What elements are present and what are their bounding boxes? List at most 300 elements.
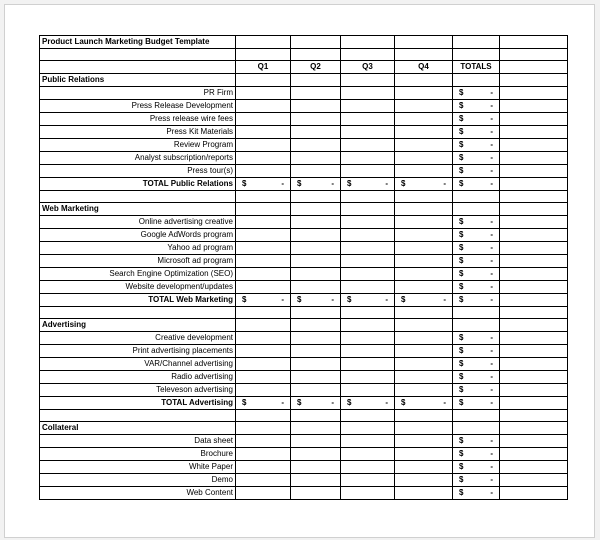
line-item-row — [40, 358, 568, 371]
blank-cell — [236, 319, 291, 332]
blank-cell — [500, 74, 568, 87]
currency-symbol: $ — [459, 359, 464, 368]
blank-cell — [453, 422, 500, 435]
quarter-cell — [291, 474, 341, 487]
line-item-label: Print advertising placements — [40, 345, 236, 358]
quarter-cell — [395, 474, 453, 487]
money-value — [397, 178, 450, 190]
blank-cell — [500, 397, 568, 410]
line-item-row — [40, 255, 568, 268]
quarter-total-cell — [236, 294, 291, 307]
line-item-label: White Paper — [40, 461, 236, 474]
blank-cell — [500, 474, 568, 487]
blank-cell — [500, 461, 568, 474]
zero-dash: - — [490, 462, 493, 471]
blank-cell — [500, 152, 568, 165]
currency-symbol: $ — [459, 333, 464, 342]
blank-cell — [500, 435, 568, 448]
row-total-cell — [453, 216, 500, 229]
blank-cell — [236, 307, 291, 319]
blank-cell — [395, 319, 453, 332]
row-total-cell — [453, 242, 500, 255]
money-value — [455, 294, 497, 306]
currency-symbol: $ — [459, 282, 464, 291]
section-heading-row — [40, 203, 568, 216]
quarter-cell — [395, 448, 453, 461]
quarter-cell — [291, 268, 341, 281]
row-total-cell — [453, 268, 500, 281]
line-item-label: VAR/Channel advertising — [40, 358, 236, 371]
quarter-cell — [341, 487, 395, 500]
blank-cell — [291, 422, 341, 435]
quarter-total-cell — [395, 397, 453, 410]
money-value — [238, 178, 288, 190]
line-item-row — [40, 216, 568, 229]
zero-dash: - — [443, 179, 446, 188]
blank-cell — [236, 191, 291, 203]
blank-cell — [341, 49, 395, 61]
zero-dash: - — [490, 449, 493, 458]
blank-cell — [500, 371, 568, 384]
currency-symbol: $ — [242, 398, 247, 407]
currency-symbol: $ — [459, 475, 464, 484]
quarter-cell — [291, 229, 341, 242]
blank-cell — [341, 191, 395, 203]
blank-cell — [341, 74, 395, 87]
blank-cell — [500, 191, 568, 203]
money-value — [397, 294, 450, 306]
money-value — [343, 178, 392, 190]
currency-symbol: $ — [459, 243, 464, 252]
blank-cell — [500, 345, 568, 358]
row-total-cell — [453, 474, 500, 487]
blank-row — [40, 49, 568, 61]
column-header-q2: Q2 — [291, 61, 341, 74]
quarter-cell — [341, 268, 395, 281]
line-item-row — [40, 126, 568, 139]
quarter-cell — [236, 461, 291, 474]
quarter-total-cell — [395, 178, 453, 191]
row-total-cell — [453, 281, 500, 294]
quarter-cell — [236, 448, 291, 461]
blank-cell — [500, 139, 568, 152]
line-item-row — [40, 281, 568, 294]
quarter-cell — [341, 371, 395, 384]
currency-symbol: $ — [242, 179, 247, 188]
blank-cell — [453, 307, 500, 319]
row-total-cell — [453, 461, 500, 474]
money-value — [455, 397, 497, 409]
blank-cell — [341, 203, 395, 216]
row-total-cell — [453, 165, 500, 178]
quarter-cell — [291, 100, 341, 113]
blank-cell — [500, 307, 568, 319]
line-item-row — [40, 165, 568, 178]
blank-cell — [291, 36, 341, 49]
quarter-cell — [341, 216, 395, 229]
currency-symbol: $ — [459, 398, 464, 407]
currency-symbol: $ — [347, 295, 352, 304]
quarter-cell — [341, 358, 395, 371]
section-heading-row — [40, 422, 568, 435]
money-value — [293, 294, 338, 306]
money-value — [455, 139, 497, 151]
quarter-cell — [236, 281, 291, 294]
blank-cell — [500, 448, 568, 461]
currency-symbol: $ — [459, 269, 464, 278]
quarter-cell — [236, 139, 291, 152]
money-value — [455, 113, 497, 125]
zero-dash: - — [490, 333, 493, 342]
row-total-cell — [453, 332, 500, 345]
quarter-cell — [395, 435, 453, 448]
quarter-cell — [395, 165, 453, 178]
currency-symbol: $ — [347, 398, 352, 407]
blank-cell — [500, 281, 568, 294]
quarter-cell — [291, 242, 341, 255]
section-heading-row — [40, 319, 568, 332]
sheet-title: Product Launch Marketing Budget Template — [40, 36, 236, 49]
quarter-cell — [395, 332, 453, 345]
blank-cell — [341, 410, 395, 422]
section-total-row — [40, 397, 568, 410]
row-total-cell — [453, 448, 500, 461]
currency-symbol: $ — [459, 230, 464, 239]
zero-dash: - — [490, 114, 493, 123]
line-item-row — [40, 345, 568, 358]
currency-symbol: $ — [459, 295, 464, 304]
quarter-cell — [236, 255, 291, 268]
blank-cell — [500, 319, 568, 332]
quarter-cell — [291, 139, 341, 152]
header-row — [40, 61, 568, 74]
quarter-cell — [341, 87, 395, 100]
quarter-cell — [341, 152, 395, 165]
quarter-cell — [395, 113, 453, 126]
zero-dash: - — [490, 88, 493, 97]
quarter-cell — [236, 487, 291, 500]
blank-cell — [236, 203, 291, 216]
blank-cell — [291, 410, 341, 422]
currency-symbol: $ — [459, 166, 464, 175]
quarter-cell — [236, 242, 291, 255]
line-item-row — [40, 139, 568, 152]
money-value — [455, 100, 497, 112]
zero-dash: - — [490, 398, 493, 407]
line-item-row — [40, 113, 568, 126]
zero-dash: - — [490, 372, 493, 381]
quarter-cell — [341, 165, 395, 178]
quarter-cell — [341, 255, 395, 268]
quarter-total-cell — [291, 397, 341, 410]
line-item-label: Press Kit Materials — [40, 126, 236, 139]
blank-cell — [500, 384, 568, 397]
currency-symbol: $ — [459, 449, 464, 458]
currency-symbol: $ — [297, 398, 302, 407]
blank-cell — [341, 36, 395, 49]
blank-cell — [500, 165, 568, 178]
blank-cell — [500, 358, 568, 371]
blank-cell — [453, 203, 500, 216]
section-total-label: TOTAL Web Marketing — [40, 294, 236, 307]
blank-cell — [500, 178, 568, 191]
zero-dash: - — [490, 153, 493, 162]
blank-cell — [500, 268, 568, 281]
blank-cell — [341, 307, 395, 319]
blank-cell — [500, 216, 568, 229]
blank-cell — [395, 422, 453, 435]
quarter-cell — [236, 87, 291, 100]
line-item-label: Brochure — [40, 448, 236, 461]
row-total-cell — [453, 100, 500, 113]
line-item-label: Analyst subscription/reports — [40, 152, 236, 165]
section-heading: Web Marketing — [40, 203, 236, 216]
quarter-cell — [395, 358, 453, 371]
money-value — [455, 332, 497, 344]
quarter-cell — [291, 113, 341, 126]
quarter-cell — [341, 448, 395, 461]
currency-symbol: $ — [459, 114, 464, 123]
currency-symbol: $ — [459, 88, 464, 97]
section-total-row — [40, 294, 568, 307]
blank-cell — [500, 36, 568, 49]
quarter-cell — [395, 268, 453, 281]
section-total-label: TOTAL Advertising — [40, 397, 236, 410]
blank-cell — [236, 49, 291, 61]
blank-cell — [395, 410, 453, 422]
quarter-cell — [341, 100, 395, 113]
grand-total-cell — [453, 294, 500, 307]
quarter-cell — [291, 487, 341, 500]
line-item-row — [40, 435, 568, 448]
currency-symbol: $ — [459, 101, 464, 110]
column-header-q3: Q3 — [341, 61, 395, 74]
zero-dash: - — [490, 243, 493, 252]
quarter-cell — [291, 345, 341, 358]
quarter-cell — [291, 332, 341, 345]
zero-dash: - — [443, 295, 446, 304]
quarter-cell — [236, 371, 291, 384]
quarter-cell — [236, 229, 291, 242]
line-item-label: Creative development — [40, 332, 236, 345]
currency-symbol: $ — [459, 385, 464, 394]
line-item-label: Website development/updates — [40, 281, 236, 294]
currency-symbol: $ — [401, 398, 406, 407]
quarter-cell — [341, 229, 395, 242]
quarter-cell — [236, 332, 291, 345]
blank-cell — [453, 49, 500, 61]
line-item-row — [40, 268, 568, 281]
line-item-label: Microsoft ad program — [40, 255, 236, 268]
zero-dash: - — [490, 127, 493, 136]
line-item-label: Televeson advertising — [40, 384, 236, 397]
quarter-cell — [341, 281, 395, 294]
line-item-row — [40, 100, 568, 113]
line-item-label: Demo — [40, 474, 236, 487]
title-row — [40, 36, 568, 49]
quarter-cell — [395, 345, 453, 358]
quarter-cell — [291, 281, 341, 294]
blank-cell — [500, 87, 568, 100]
line-item-row — [40, 229, 568, 242]
money-value — [293, 397, 338, 409]
row-total-cell — [453, 152, 500, 165]
quarter-cell — [395, 255, 453, 268]
zero-dash: - — [281, 295, 284, 304]
money-value — [455, 242, 497, 254]
currency-symbol: $ — [401, 295, 406, 304]
quarter-cell — [341, 113, 395, 126]
blank-cell — [500, 294, 568, 307]
quarter-cell — [341, 384, 395, 397]
row-total-cell — [453, 358, 500, 371]
blank-cell — [291, 49, 341, 61]
quarter-cell — [395, 242, 453, 255]
quarter-cell — [291, 371, 341, 384]
blank-row — [40, 410, 568, 422]
money-value — [343, 397, 392, 409]
quarter-cell — [291, 461, 341, 474]
section-heading: Collateral — [40, 422, 236, 435]
quarter-cell — [341, 126, 395, 139]
line-item-row — [40, 332, 568, 345]
quarter-cell — [341, 345, 395, 358]
line-item-row — [40, 461, 568, 474]
line-item-row — [40, 87, 568, 100]
zero-dash: - — [490, 295, 493, 304]
money-value — [455, 384, 497, 396]
zero-dash: - — [385, 179, 388, 188]
line-item-row — [40, 242, 568, 255]
currency-symbol: $ — [459, 372, 464, 381]
zero-dash: - — [490, 385, 493, 394]
quarter-cell — [291, 152, 341, 165]
blank-cell — [500, 113, 568, 126]
quarter-cell — [291, 87, 341, 100]
line-item-label: Review Program — [40, 139, 236, 152]
zero-dash: - — [490, 217, 493, 226]
zero-dash: - — [490, 101, 493, 110]
line-item-label: Radio advertising — [40, 371, 236, 384]
quarter-cell — [341, 332, 395, 345]
row-total-cell — [453, 371, 500, 384]
row-total-cell — [453, 384, 500, 397]
quarter-cell — [236, 165, 291, 178]
section-heading-row — [40, 74, 568, 87]
money-value — [238, 397, 288, 409]
section-heading: Public Relations — [40, 74, 236, 87]
quarter-cell — [236, 435, 291, 448]
quarter-cell — [236, 113, 291, 126]
money-value — [455, 435, 497, 447]
blank-cell — [453, 191, 500, 203]
blank-cell — [453, 74, 500, 87]
zero-dash: - — [490, 436, 493, 445]
money-value — [455, 268, 497, 280]
blank-cell — [500, 487, 568, 500]
money-value — [343, 294, 392, 306]
quarter-cell — [341, 461, 395, 474]
line-item-label: Press release wire fees — [40, 113, 236, 126]
quarter-total-cell — [236, 178, 291, 191]
blank-cell — [500, 229, 568, 242]
blank-row — [40, 191, 568, 203]
blank-cell — [236, 410, 291, 422]
currency-symbol: $ — [401, 179, 406, 188]
blank-cell — [236, 422, 291, 435]
blank-cell — [395, 203, 453, 216]
quarter-cell — [395, 152, 453, 165]
money-value — [455, 216, 497, 228]
blank-cell — [291, 203, 341, 216]
money-value — [238, 294, 288, 306]
blank-cell — [453, 410, 500, 422]
zero-dash: - — [281, 179, 284, 188]
zero-dash: - — [490, 359, 493, 368]
blank-cell — [453, 319, 500, 332]
blank-cell — [500, 255, 568, 268]
money-value — [455, 229, 497, 241]
money-value — [455, 255, 497, 267]
zero-dash: - — [490, 269, 493, 278]
section-heading: Advertising — [40, 319, 236, 332]
row-total-cell — [453, 255, 500, 268]
blank-cell — [395, 191, 453, 203]
blank-cell — [500, 61, 568, 74]
blank-cell — [395, 49, 453, 61]
line-item-label: Online advertising creative — [40, 216, 236, 229]
money-value — [293, 178, 338, 190]
quarter-cell — [341, 242, 395, 255]
blank-cell — [500, 203, 568, 216]
blank-cell — [291, 319, 341, 332]
quarter-cell — [291, 216, 341, 229]
zero-dash: - — [490, 256, 493, 265]
quarter-cell — [291, 358, 341, 371]
line-item-label: Web Content — [40, 487, 236, 500]
blank-cell — [395, 74, 453, 87]
money-value — [455, 448, 497, 460]
quarter-cell — [395, 229, 453, 242]
row-total-cell — [453, 126, 500, 139]
blank-cell — [40, 61, 236, 74]
zero-dash: - — [331, 398, 334, 407]
line-item-label: Press Release Development — [40, 100, 236, 113]
zero-dash: - — [281, 398, 284, 407]
quarter-cell — [395, 487, 453, 500]
row-total-cell — [453, 87, 500, 100]
money-value — [455, 358, 497, 370]
zero-dash: - — [490, 346, 493, 355]
column-header-q1: Q1 — [236, 61, 291, 74]
money-value — [455, 474, 497, 486]
zero-dash: - — [331, 179, 334, 188]
row-total-cell — [453, 345, 500, 358]
blank-cell — [500, 422, 568, 435]
currency-symbol: $ — [459, 462, 464, 471]
currency-symbol: $ — [459, 346, 464, 355]
money-value — [455, 371, 497, 383]
quarter-cell — [236, 474, 291, 487]
money-value — [397, 397, 450, 409]
quarter-cell — [395, 216, 453, 229]
quarter-cell — [395, 87, 453, 100]
quarter-cell — [395, 281, 453, 294]
quarter-cell — [395, 139, 453, 152]
blank-cell — [40, 307, 236, 319]
money-value — [455, 461, 497, 473]
zero-dash: - — [490, 488, 493, 497]
